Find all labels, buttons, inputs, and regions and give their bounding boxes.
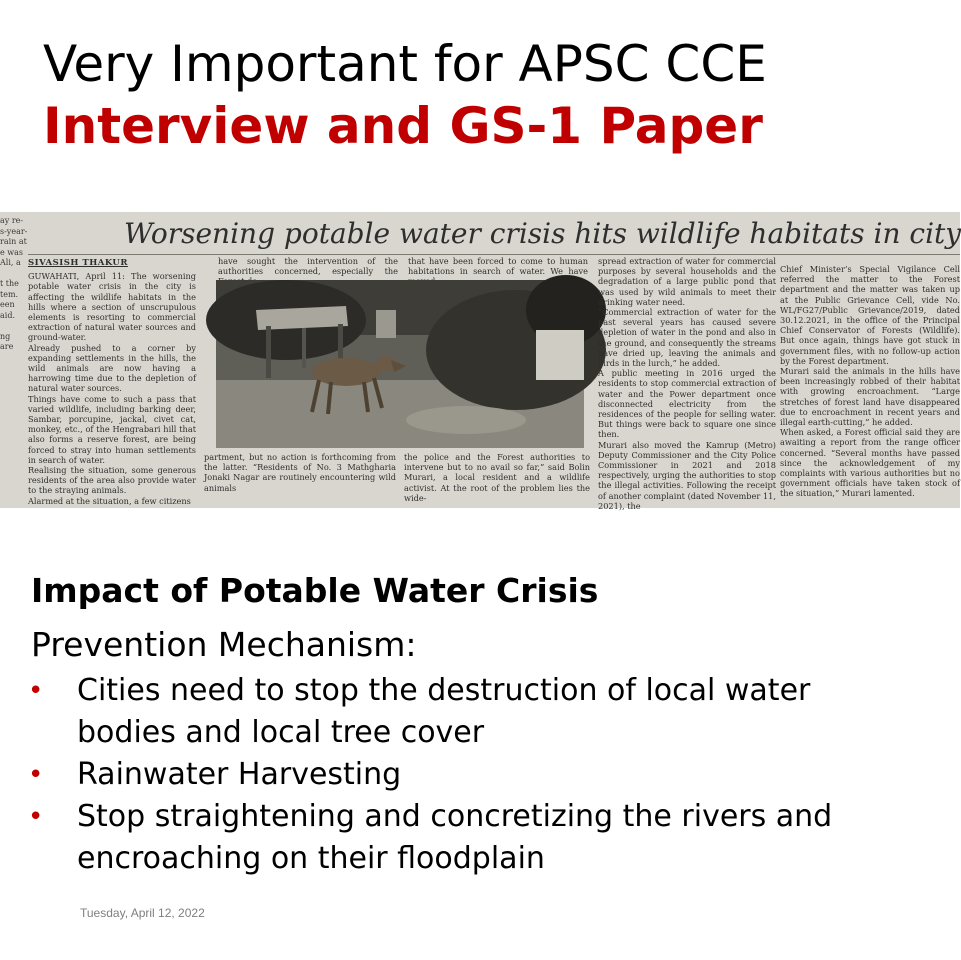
article-paragraph: “Commercial extraction of water for the past several years has caused severe depletion of water in the pond and also in the ground, and consequently the streams have dried up, leaving the animals and birds in the lurch,” he added. [598,307,776,369]
article-paragraph: Things have come to such a pass that varied wildlife, including barking deer, Sambar, porcupine, jackal, civet cat, monkey, etc., of the Hengrabari hill that also forms a reserve forest, are being forced to stray into human settlements in search of water. [28,393,196,465]
article-photo-barking-deer [216,280,584,448]
article-paragraph: have sought the intervention of the authorities concerned, especially the [218,256,398,277]
bullet-text-line: Cities need to stop the destruction of local water [77,673,811,708]
article-paragraph: GUWAHATI, April 11: The worsening potable water crisis in the city is affecting the wildlife habitats in the hills where a section of unscrupulous elements is resorting to commercial extraction of natural water sources and ground-water. [28,271,196,343]
bullet-text-line: encroaching on their floodplain [77,841,545,876]
bullet-item [0,754,960,796]
article-paragraph: A public meeting in 2016 urged the residents to stop commercial extraction of water and the Power department once disconnected electricity from the residences of the people for selling water. But things were back to square one since then. [598,368,776,440]
article-paragraph: Murari also moved the Kamrup (Metro) Deputy Commissioner and the City Police Commissioner in 2021 and 2018 respectively, urging the authorities to stop the illegal activities. Following the receipt of another complaint (dated November 11, 2021), the [598,439,776,511]
deer-photo-illustration [216,280,584,448]
slide-date: Tuesday, April 12, 2022 [80,906,205,920]
article-paragraph: partment, but no action is forthcoming from the latter. “Residents of No. 3 Mathgharia Jonaki Nagar are routinely encountering wild animals [204,452,396,493]
article-paragraph: Murari said the animals in the hills have been increasingly robbed of their habitat with growing encroachment. “Large stretches of forest land have disappeared due to encroachment in recent years and illegal earth-cutting,” he added. [780,366,960,428]
bullet-dot-icon: • [28,802,44,832]
newspaper-clipping [0,212,961,511]
bullet-item [0,670,960,754]
section-subtitle: Prevention Mechanism: [31,625,417,664]
article-paragraph: Chief Minister’s Special Vigilance Cell referred the matter to the Forest department and the matter was taken up at the Public Grievance Cell, vide No. WL/FG27/Public Grievance/2019, dated 30.12.2021, in the office of the Principal Chief Conservator of Forests (Wildlife). But once again, things have got stuck in government files, with no follow-up action by the Forest department. [780,264,960,366]
article-column-1 [28,258,196,506]
article-column-2-bottom [204,452,396,506]
article-column-3-bottom [404,452,590,506]
bullet-text-line: Stop straightening and concretizing the rivers and [77,799,833,834]
slide-title-line-2: Interview and GS-1 Paper [43,97,763,155]
clipping-left-edge-fragments: ay re- s-year- rain at e was Ali, a t the tem. een aid. ng are [0,216,28,351]
article-paragraph: that have been forced to come to human habitations in search of water. We have [408,256,588,277]
bullet-list [0,670,960,880]
article-headline: Worsening potable water crisis hits wildlife habitats in city [124,217,961,250]
article-paragraph: Already pushed to a corner by expanding settlements in the hills, the wild animals are now having a harrowing time due to the depletion of natural water sources. [28,342,196,394]
slide-title-line-1: Very Important for APSC CCE [43,35,767,93]
article-column-5 [780,264,960,508]
bullet-text-line: bodies and local tree cover [77,715,485,750]
article-column-4 [598,256,776,511]
bullet-dot-icon: • [28,676,44,706]
article-paragraph: the police and the Forest authorities to intervene but to no avail so far,” said Bolin Murari, a local resident and a wildlife activist. At the root of the problem lies the wide- [404,452,590,503]
bullet-text-line: Rainwater Harvesting [77,757,402,792]
section-heading: Impact of Potable Water Crisis [31,571,599,610]
bullet-item [0,796,960,880]
article-paragraph: When asked, a Forest official said they are awaiting a report from the range officer concerned. “Several months have passed since the acknowledgement of my complaints with various authorities but no government officials have taken stock of the situation,” Murari lamented. [780,427,960,499]
article-paragraph: Alarmed at the situation, a few citizens [28,495,191,506]
headline-divider [28,254,960,255]
article-byline: SIVASISH THAKUR [28,258,128,268]
article-paragraph: spread extraction of water for commercial purposes by several households and the degradation of a large public pond that was used by wild animals to meet their drinking water need. [598,256,776,307]
article-paragraph: Realising the situation, some generous residents of the area also provide water to the straying animals. [28,465,196,496]
bullet-dot-icon: • [28,760,44,790]
